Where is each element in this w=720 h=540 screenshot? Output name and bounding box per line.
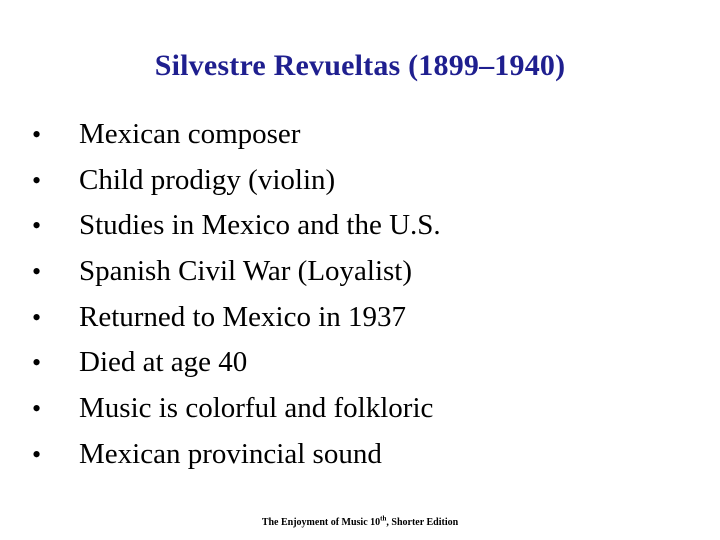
list-item: [0, 203, 720, 249]
list-item: [0, 386, 720, 432]
bullet-text: Music is colorful and folkloric: [79, 392, 434, 425]
bullet-icon: •: [32, 120, 42, 149]
list-item: [0, 249, 720, 295]
bullet-icon: •: [32, 302, 42, 332]
footer-edition: , Shorter Edition: [386, 517, 459, 528]
bullet-text: Studies in Mexico and the U.S.: [79, 209, 441, 242]
list-item: [0, 295, 720, 341]
bullet-list: [0, 112, 720, 478]
bullet-icon: •: [32, 211, 42, 241]
list-item: [0, 432, 720, 478]
footer-text: The Enjoyment of Music 10: [261, 517, 381, 528]
bullet-text: Mexican composer: [79, 118, 301, 150]
slide-footer: [0, 516, 720, 530]
slide-title: Silvestre Revueltas (1899–1940): [154, 49, 566, 82]
bullet-text: Returned to Mexico in 1937: [79, 300, 407, 333]
list-item: [0, 158, 720, 204]
bullet-icon: •: [32, 394, 42, 424]
bullet-icon: •: [32, 165, 42, 195]
bullet-text: Died at age 40: [79, 346, 248, 379]
bullet-icon: •: [32, 439, 42, 469]
bullet-icon: •: [32, 348, 42, 378]
bullet-icon: •: [32, 257, 42, 287]
bullet-text: Mexican provincial sound: [79, 437, 382, 470]
footer-superscript: th: [380, 514, 387, 523]
bullet-text: Spanish Civil War (Loyalist): [79, 255, 413, 288]
list-item: [0, 340, 720, 386]
list-item: [0, 112, 720, 158]
bullet-text: Child prodigy (violin): [79, 163, 336, 196]
